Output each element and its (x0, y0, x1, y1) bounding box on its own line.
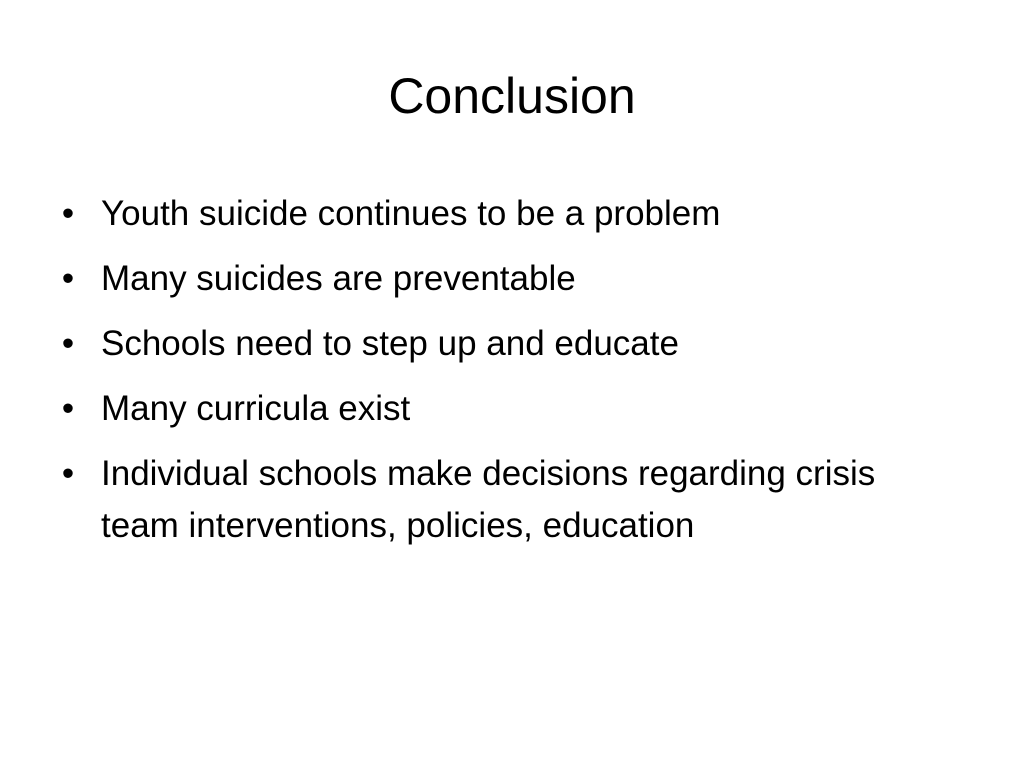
bullet-marker: • (61, 259, 75, 298)
bullet-item (58, 188, 958, 240)
bullet-item (58, 253, 958, 305)
bullet-item (58, 318, 958, 370)
bullet-item (58, 383, 958, 435)
bullet-text: Schools need to step up and educate (101, 324, 679, 363)
bullet-text: Many curricula exist (101, 389, 411, 428)
bullet-marker: • (61, 194, 75, 233)
bullet-marker: • (61, 324, 75, 363)
bullet-item (58, 448, 958, 552)
bullet-text: Youth suicide continues to be a problem (101, 194, 721, 233)
bullet-list (58, 188, 958, 565)
bullet-text: Individual schools make decisions regarding crisis team interventions, policies, education (101, 454, 876, 545)
bullet-marker: • (61, 454, 75, 493)
bullet-text: Many suicides are preventable (101, 259, 576, 298)
slide-title: Conclusion (388, 68, 636, 124)
bullet-marker: • (61, 389, 75, 428)
